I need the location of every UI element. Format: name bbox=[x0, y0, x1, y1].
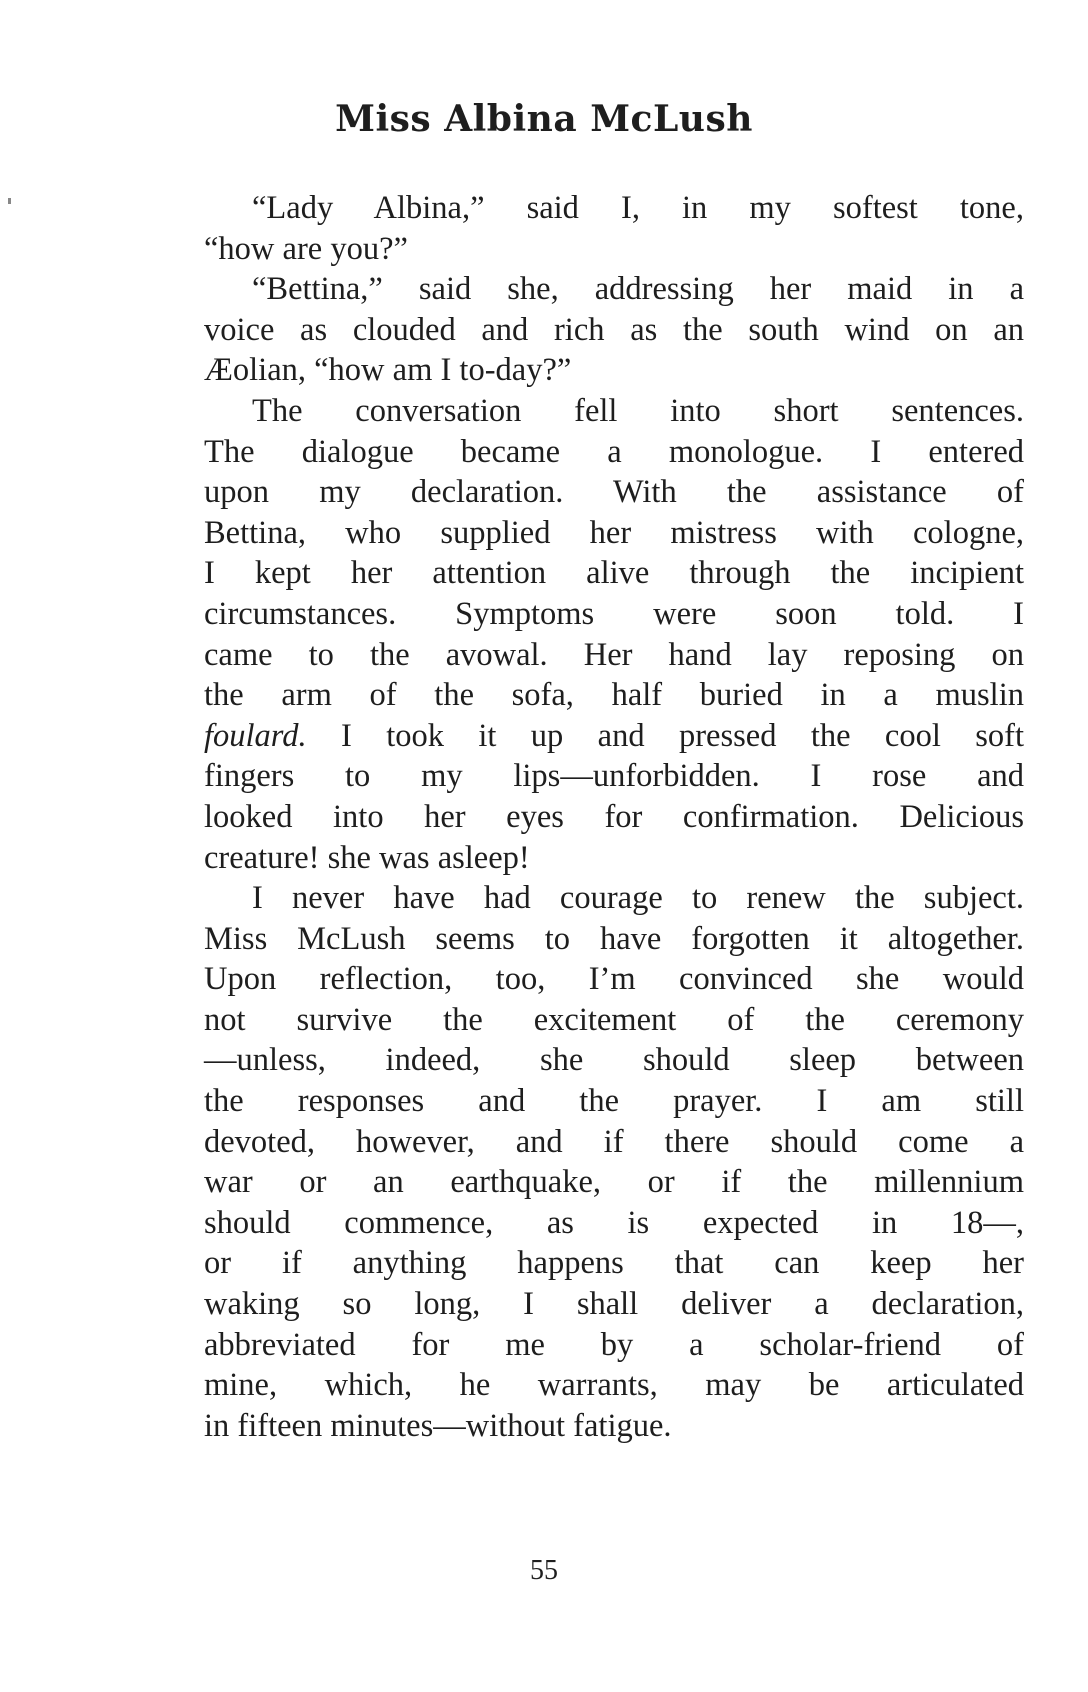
text-line: Upon reflection, too, I’m convinced she would bbox=[204, 961, 1024, 998]
text-line: The dialogue became a monologue. I entered bbox=[204, 433, 1024, 470]
text-line: waking so long, I shall deliver a declaration, bbox=[204, 1286, 1024, 1323]
text-line: should commence, as is expected in 18—, bbox=[204, 1204, 1024, 1241]
text-line: I kept her attention alive through the incipient bbox=[204, 555, 1024, 592]
body-text bbox=[204, 188, 1024, 1446]
text-line: came to the avowal. Her hand lay reposing on bbox=[204, 636, 1024, 673]
text-line: “Lady Albina,” said I, in my softest tone, bbox=[252, 190, 1024, 226]
text-line: —unless, indeed, she should sleep between bbox=[204, 1042, 1024, 1079]
italic-word: foulard. bbox=[204, 717, 307, 754]
text-line: Bettina, who supplied her mistress with cologne, bbox=[204, 514, 1024, 551]
text-line: not survive the excitement of the ceremony bbox=[204, 1001, 1024, 1038]
margin-speck bbox=[8, 198, 11, 204]
text-line: the responses and the prayer. I am still bbox=[204, 1083, 1024, 1120]
text-line: The conversation fell into short sentences. bbox=[252, 392, 1024, 429]
text-line: I never have had courage to renew the subject. bbox=[252, 880, 1024, 917]
text-line: voice as clouded and rich as the south wind on an bbox=[204, 311, 1024, 348]
running-title: Miss Albina McLush bbox=[335, 98, 753, 140]
text-line: fingers to my lips—unforbidden. I rose and bbox=[204, 758, 1024, 795]
text-line: upon my declaration. With the assistance of bbox=[204, 474, 1024, 511]
text-line: looked into her eyes for confirmation. Delicious bbox=[204, 798, 1024, 835]
paragraph-4 bbox=[204, 878, 1024, 1446]
text-line: “Bettina,” said she, addressing her maid in a bbox=[252, 271, 1024, 308]
paragraph-3 bbox=[204, 391, 1024, 878]
text-line-italic-start bbox=[204, 716, 1024, 757]
text-line: circumstances. Symptoms were soon told. I bbox=[204, 595, 1024, 632]
text-line: devoted, however, and if there should come a bbox=[204, 1123, 1024, 1160]
paragraph-1 bbox=[204, 188, 1024, 269]
text-line: in fifteen minutes—without fatigue. bbox=[204, 1407, 672, 1444]
paragraph-2 bbox=[204, 269, 1024, 391]
text-line: the arm of the sofa, half buried in a muslin bbox=[204, 677, 1024, 714]
page-number: 55 bbox=[530, 1555, 558, 1586]
text-line: creature! she was asleep! bbox=[204, 839, 530, 876]
text-line: Æolian, “how am I to-day?” bbox=[204, 352, 572, 389]
text-line-rest: I took it up and pressed the cool soft bbox=[306, 717, 1024, 754]
text-line: mine, which, he warrants, may be articulated bbox=[204, 1367, 1024, 1404]
text-line: Miss McLush seems to have forgotten it altogether. bbox=[204, 920, 1024, 957]
text-line: “how are you?” bbox=[204, 230, 408, 267]
text-line: or if anything happens that can keep her bbox=[204, 1245, 1024, 1282]
text-line: abbreviated for me by a scholar-friend of bbox=[204, 1326, 1024, 1363]
text-line: war or an earthquake, or if the millennium bbox=[204, 1164, 1024, 1201]
